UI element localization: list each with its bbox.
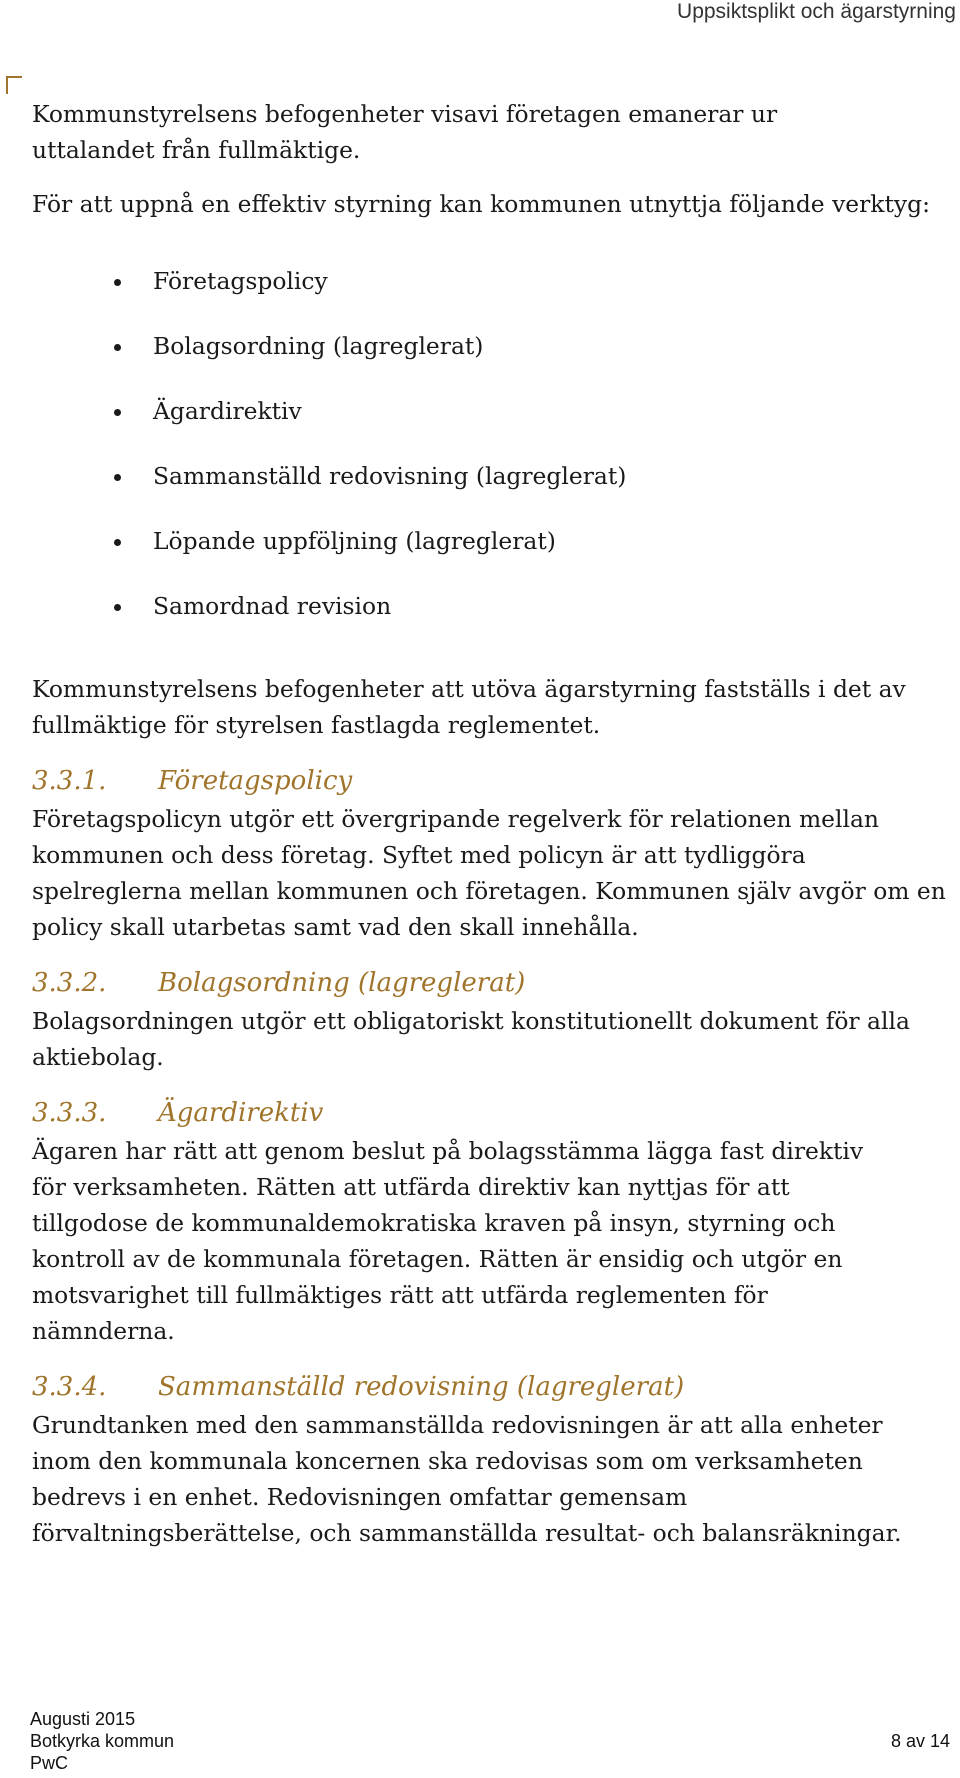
section-body: Företagspolicyn utgör ett övergripande regelverk för relationen mellan kommunen och dess företag. Syftet med policyn är att tydliggöra spelreglerna mellan kommunen och företagen. Kommunen själv avgör om en policy skall utarbetas samt vad den skall innehålla. bbox=[32, 805, 946, 941]
list-item: Bolagsordning (lagreglerat) bbox=[32, 328, 952, 393]
section-body: Bolagsordningen utgör ett obligatoriskt konstitutionellt dokument för alla aktiebolag. bbox=[32, 1007, 910, 1071]
section-heading-sammanstalld-redovisning bbox=[32, 1367, 952, 1407]
section-number: 3.3.4. bbox=[32, 1372, 107, 1402]
section-body: Grundtanken med den sammanställda redovisningen är att alla enheter inom den kommunala koncernen ska redovisas som om verksamheten bedrevs i en enhet. Redovisningen omfattar gemensam förvaltningsberättelse, och sammanställda resultat- och balansräkningar. bbox=[32, 1411, 902, 1547]
section-number: 3.3.1. bbox=[32, 766, 107, 796]
page-footer bbox=[30, 1708, 950, 1774]
section-heading-bolagsordning bbox=[32, 963, 952, 1003]
paragraph-intro: Kommunstyrelsens befogenheter visavi företagen emanerar ur uttalandet från fullmäktige. bbox=[32, 100, 778, 164]
bullet-icon bbox=[114, 539, 121, 546]
bullet-icon bbox=[114, 474, 121, 481]
list-item: Löpande uppföljning (lagreglerat) bbox=[32, 523, 952, 588]
section-heading-agardirektiv bbox=[32, 1093, 952, 1133]
footer-firm: PwC bbox=[30, 1753, 69, 1773]
bullet-icon bbox=[114, 604, 121, 611]
paragraph-tools-lead: För att uppnå en effektiv styrning kan kommunen utnyttja följande verktyg: bbox=[32, 190, 930, 218]
footer-organization: Botkyrka kommun bbox=[30, 1731, 175, 1751]
document-body bbox=[32, 96, 952, 1551]
section-title: Företagspolicy bbox=[158, 766, 353, 796]
section-title: Sammanställd redovisning (lagreglerat) bbox=[158, 1372, 685, 1402]
tools-list bbox=[32, 263, 952, 653]
list-item: Sammanställd redovisning (lagreglerat) bbox=[32, 458, 952, 523]
list-item: Företagspolicy bbox=[32, 263, 952, 328]
page-number: 8 av 14 bbox=[890, 1731, 950, 1751]
list-item: Ägardirektiv bbox=[32, 393, 952, 458]
section-body: Ägaren har rätt att genom beslut på bolagsstämma lägga fast direktiv för verksamheten. Rätten att utfärda direktiv kan nyttjas för att tillgodose de kommunaldemokratiska kraven på insyn, styrning och kontroll av de kommunala företagen. Rätten är ensidig och utgör en motsvarighet till fullmäktiges rätt att utfärda reglementen för nämnderna. bbox=[32, 1137, 864, 1345]
bullet-icon bbox=[114, 409, 121, 416]
section-heading-foretagspolicy bbox=[32, 761, 952, 801]
section-number: 3.3.3. bbox=[32, 1098, 107, 1128]
footer-date: Augusti 2015 bbox=[30, 1709, 136, 1729]
running-header-title: Uppsiktsplikt och ägarstyrning bbox=[677, 0, 956, 23]
section-title: Bolagsordning (lagreglerat) bbox=[158, 968, 526, 998]
header-corner-mark bbox=[6, 76, 22, 94]
bullet-icon bbox=[114, 279, 121, 286]
bullet-icon bbox=[114, 344, 121, 351]
section-number: 3.3.2. bbox=[32, 968, 107, 998]
list-item: Samordnad revision bbox=[32, 588, 952, 653]
paragraph-befogenheter: Kommunstyrelsens befogenheter att utöva ägarstyrning fastställs i det av fullmäktige för styrelsen fastlagda reglementet. bbox=[32, 675, 906, 739]
section-title: Ägardirektiv bbox=[158, 1098, 324, 1128]
